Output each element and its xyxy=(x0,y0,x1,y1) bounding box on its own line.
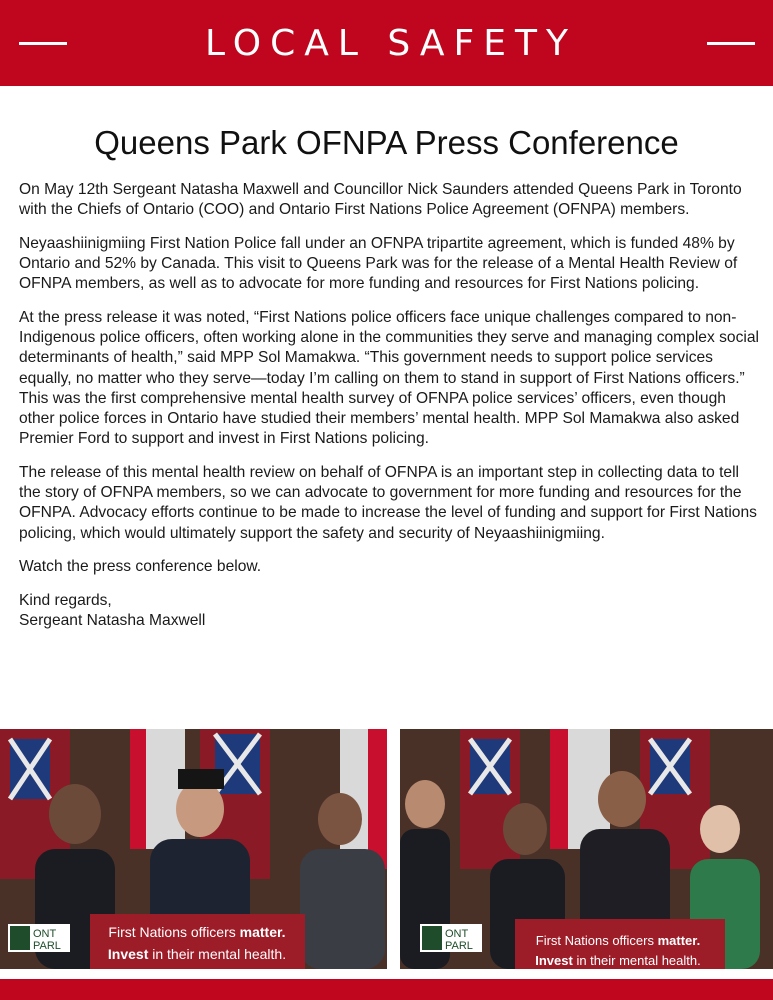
press-conference-photo-1[interactable] xyxy=(0,729,387,969)
article-paragraph-2: Neyaashiinigmiing First Nation Police fall under an OFNPA tripartite agreement, which is funded 48% by Ontario and 52% by Canada. This visit to Queens Park was for the release of a Mental Health Review of OFNPA members, as well as to advocate for more funding and resources for First Nations policing. xyxy=(19,234,738,293)
photo-2-banner-line1a: First Nations officers xyxy=(535,933,658,948)
photo-1-logo-line2: PARL xyxy=(33,940,61,952)
photo-2-logo-line2: PARL xyxy=(445,940,473,952)
photo-1-banner-line1a: First Nations officers xyxy=(108,924,240,940)
press-conference-photo-2[interactable] xyxy=(400,729,773,969)
signature-name: Sergeant Natasha Maxwell xyxy=(19,612,206,630)
footer-bar xyxy=(0,979,773,1000)
article-paragraph-3: At the press release it was noted, “First Nations police officers face unique challenges compared to non-Indigenous police officers, often working alone in the communities they serve and managing complex social determinants of health,” said MPP Sol Mamakwa. “This government needs to support police services equally, no matter who they serve—today I’m calling on them to stand in support of First Nations officers.” This was the first comprehensive mental health survey of OFNPA police services’ officers, even though other police forces in Ontario have studied their members’ mental health. MPP Sol Mamakwa also asked Premier Ford to support and invest in First Nations policing. xyxy=(19,309,759,448)
press-photo-2-scene xyxy=(400,729,773,969)
article-title: Queens Park OFNPA Press Conference xyxy=(94,124,679,161)
photo-1-banner-line2b: in their mental health. xyxy=(148,946,287,962)
article-paragraph-4: The release of this mental health review on behalf of OFNPA is an important step in collecting data to tell the story of OFNPA members, so we can advocate to government for more funding and resources for the OFNPA. Advocacy efforts continue to be made to increase the level of funding and support for First Nations policing, which would ultimately support the safety and security of Neyaashiinigmiing. xyxy=(19,463,757,542)
header-title: LOCAL SAFETY xyxy=(205,22,577,64)
svg-text:Invest in their mental health. xyxy=(535,953,700,968)
article-paragraph-1: On May 12th Sergeant Natasha Maxwell and Councillor Nick Saunders attended Queens Park in Toronto with the Chiefs of Ontario (COO) and Ontario First Nations Police Agreement (OFNPA) members. xyxy=(19,181,742,219)
photo-2-banner-line2b: in their mental health. xyxy=(572,953,701,968)
svg-text:First Nations officers matter. xyxy=(536,933,701,948)
photo-1-banner-line2a: Invest xyxy=(107,946,149,962)
article-body xyxy=(19,180,765,631)
press-photo-1-scene xyxy=(0,729,387,969)
photo-2-banner-line2a: Invest xyxy=(535,953,573,968)
header-right-dash xyxy=(707,42,755,45)
photo-2-logo-line1: ONT xyxy=(445,928,469,940)
signoff-text: Kind regards, xyxy=(19,591,112,609)
svg-text:First Nations officers matter. xyxy=(108,924,285,940)
page-header xyxy=(0,0,773,86)
signature-block xyxy=(19,591,765,631)
photo-1-logo-line1: ONT xyxy=(33,928,57,940)
svg-text:Invest in their mental health. xyxy=(108,946,286,962)
article-paragraph-5: Watch the press conference below. xyxy=(19,558,262,576)
photo-2-banner-line1b: matter. xyxy=(657,933,701,948)
header-left-dash xyxy=(19,42,67,45)
photo-1-banner-line1b: matter. xyxy=(239,924,286,940)
